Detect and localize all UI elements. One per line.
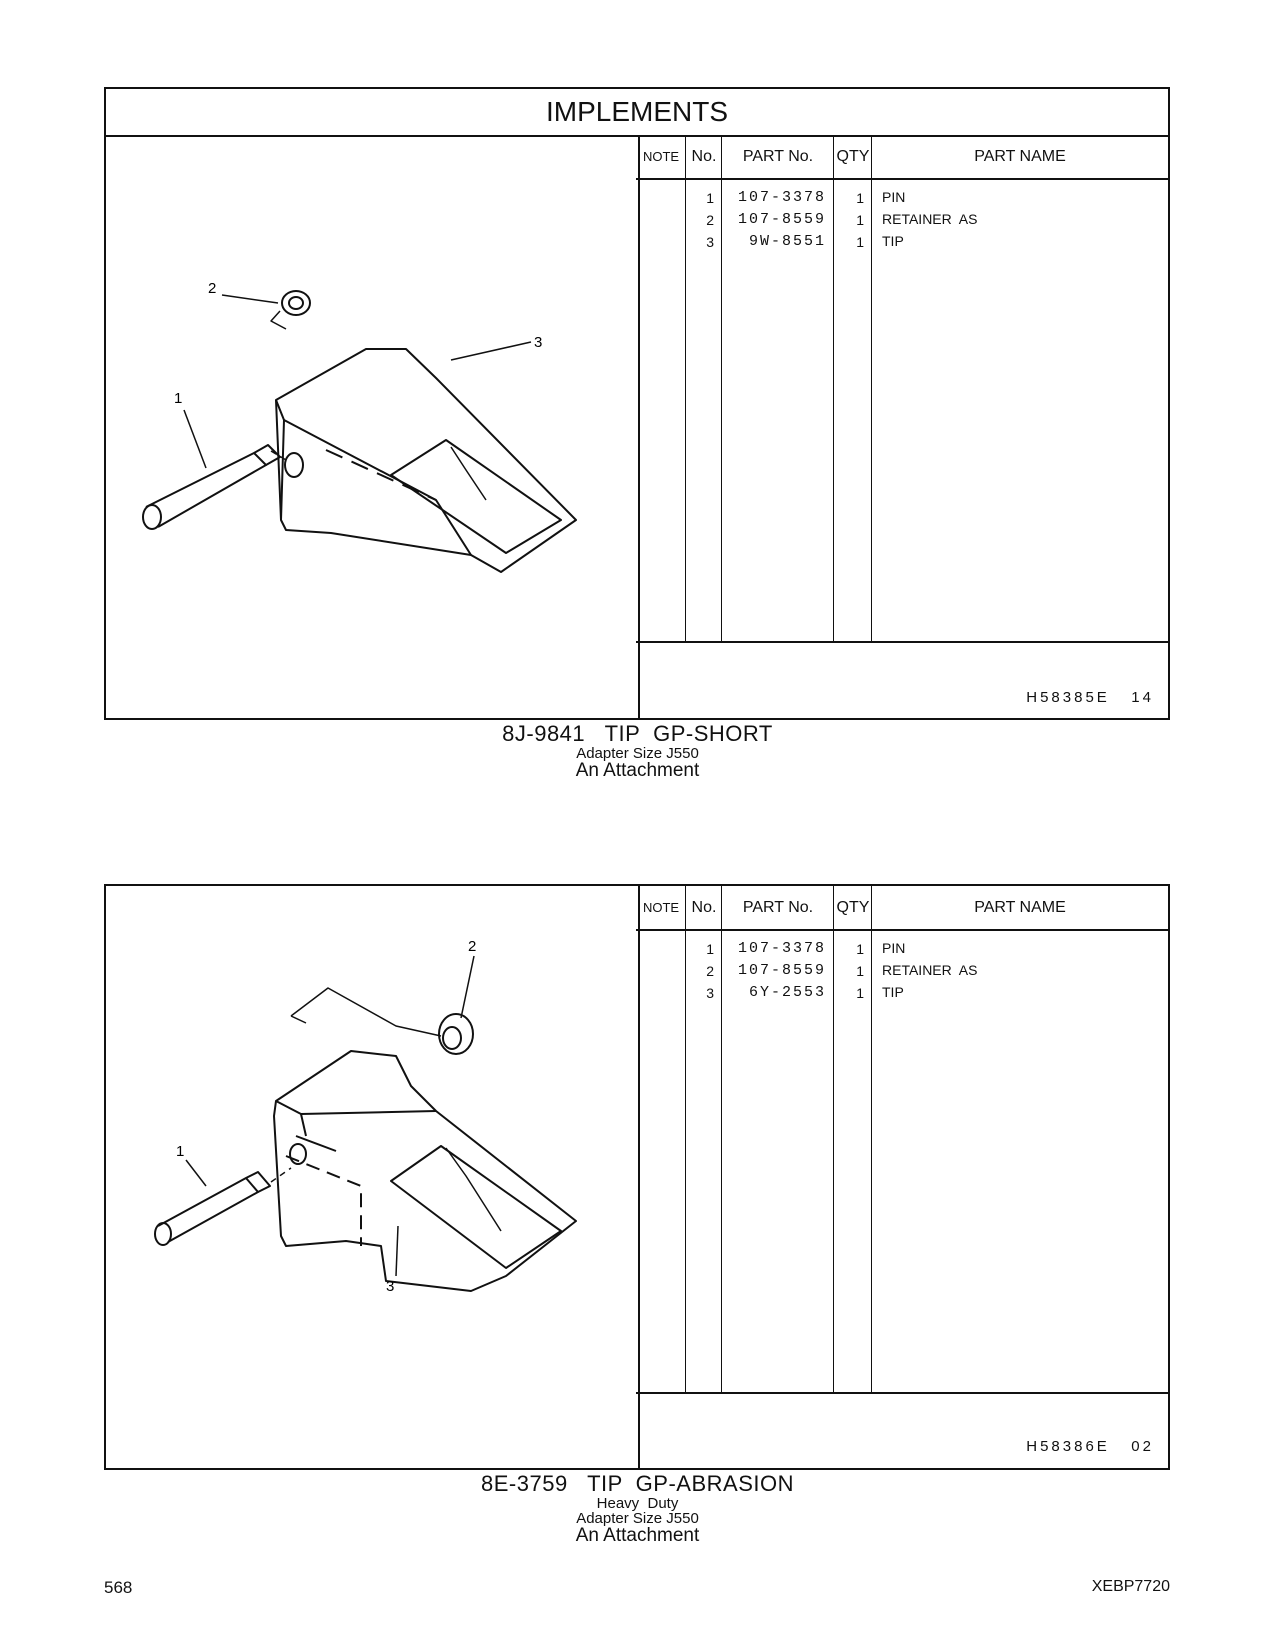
leader-line-2 <box>222 295 278 303</box>
column-divider <box>871 886 872 1393</box>
leader-line-3 <box>396 1226 398 1276</box>
row-part-name: TIP <box>882 984 904 1000</box>
row-qty: 1 <box>856 190 864 206</box>
col-header-no: No. <box>686 135 722 180</box>
tip-front-edge <box>301 1114 306 1136</box>
tip-abrasion-illustration <box>106 886 638 1470</box>
wear-pocket-contour <box>446 1148 501 1231</box>
row-qty: 1 <box>856 941 864 957</box>
row-part-name: RETAINER AS <box>882 211 978 227</box>
callout-label: 1 <box>176 1143 185 1160</box>
row-part-name: TIP <box>882 233 904 249</box>
col-header-note: NOTE <box>636 135 686 180</box>
illustration-code: H58385E 14 <box>1026 689 1154 706</box>
row-part-no: 6Y-2553 <box>748 984 826 1001</box>
col-header-part-no: PART No. <box>722 886 834 931</box>
col-header-part-name: PART NAME <box>872 135 1168 180</box>
caption-attachment: An Attachment <box>575 760 700 781</box>
pin-center-line <box>271 1168 291 1182</box>
pin-shaft <box>158 1178 258 1242</box>
callout-label: 3 <box>386 1278 395 1295</box>
row-qty: 1 <box>856 234 864 250</box>
row-qty: 1 <box>856 963 864 979</box>
pin-collar <box>254 445 280 465</box>
header-rule <box>636 886 1168 931</box>
row-no: 1 <box>706 941 714 957</box>
parts-panel-2 <box>104 884 1170 1470</box>
caption-title: 8J-9841 TIP GP-SHORT <box>502 721 773 746</box>
callout-label: 3 <box>534 334 543 351</box>
row-no: 2 <box>706 963 714 979</box>
parts-panel-1 <box>104 87 1170 720</box>
row-part-no: 107-3378 <box>737 189 826 206</box>
pin-shaft <box>146 453 266 527</box>
wear-pocket <box>391 440 561 553</box>
row-part-no: 107-8559 <box>737 211 826 228</box>
row-part-no: 107-8559 <box>737 962 826 979</box>
parts-table-2 <box>636 886 1168 1468</box>
leader-line-1 <box>186 1160 206 1186</box>
row-part-name: RETAINER AS <box>882 962 978 978</box>
row-no: 1 <box>706 190 714 206</box>
tip-short-illustration <box>106 135 638 720</box>
retainer-ring-outer <box>282 291 310 315</box>
section-title: IMPLEMENTS <box>106 89 1168 137</box>
retainer-guide-line <box>291 988 441 1036</box>
row-no: 3 <box>706 234 714 250</box>
caption-line: Adapter Size J550 <box>576 745 699 762</box>
leader-line-2 <box>461 956 474 1018</box>
caption-2 <box>0 1472 1275 1545</box>
tip-bottom-edge <box>284 420 471 555</box>
col-header-part-name: PART NAME <box>872 886 1168 931</box>
row-qty: 1 <box>856 985 864 1001</box>
row-qty: 1 <box>856 212 864 228</box>
col-header-no: No. <box>686 886 722 931</box>
retainer-clip <box>271 311 286 329</box>
table-footer-rule <box>636 641 1168 643</box>
pin-end <box>143 505 161 529</box>
caption-line: Adapter Size J550 <box>576 1510 699 1527</box>
col-header-qty: QTY <box>834 886 872 931</box>
column-divider <box>871 135 872 642</box>
caption-line: Heavy Duty <box>596 1495 679 1512</box>
row-part-no: 9W-8551 <box>748 233 826 250</box>
row-part-no: 107-3378 <box>737 940 826 957</box>
caption-attachment: An Attachment <box>575 1525 700 1546</box>
tip-top-edge <box>276 1101 436 1114</box>
illustration-code: H58386E 02 <box>1026 1438 1154 1455</box>
retainer-ring-inner <box>289 297 303 309</box>
wear-pocket <box>391 1146 561 1268</box>
tip-body-outline <box>274 1051 576 1291</box>
leader-line-3 <box>451 342 531 360</box>
tip-side-crease <box>296 1136 336 1151</box>
exploded-view-figure-1 <box>106 135 640 718</box>
row-no: 2 <box>706 212 714 228</box>
row-part-name: PIN <box>882 189 906 205</box>
tip-hidden-line <box>286 1156 361 1246</box>
exploded-view-figure-2 <box>106 886 640 1468</box>
page-number: 568 <box>104 1578 133 1597</box>
caption-title: 8E-3759 TIP GP-ABRASION <box>481 1471 794 1496</box>
col-header-qty: QTY <box>834 135 872 180</box>
callout-label: 1 <box>174 390 183 407</box>
callout-label: 2 <box>468 938 477 955</box>
table-footer-rule <box>636 1392 1168 1394</box>
caption-1 <box>0 722 1275 780</box>
callout-label: 2 <box>208 280 217 297</box>
col-header-part-no: PART No. <box>722 135 834 180</box>
parts-table-1 <box>636 135 1168 718</box>
retainer-guide-edge <box>291 1016 306 1023</box>
col-header-note: NOTE <box>636 886 686 931</box>
leader-line-1 <box>184 410 206 468</box>
document-id: XEBP7720 <box>1091 1578 1170 1595</box>
pin-hole <box>285 453 303 477</box>
row-part-name: PIN <box>882 940 906 956</box>
pin-end <box>155 1223 171 1245</box>
header-rule <box>636 135 1168 180</box>
retainer-ring-inner <box>443 1027 461 1049</box>
row-no: 3 <box>706 985 714 1001</box>
